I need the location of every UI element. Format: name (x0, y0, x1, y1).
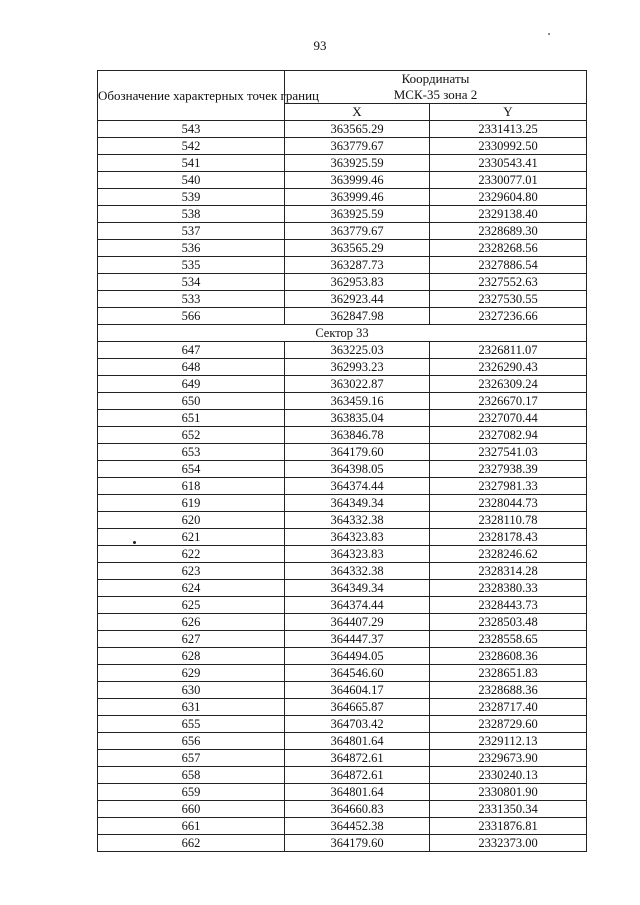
y-coordinate-cell: 2330240.13 (430, 767, 587, 784)
table-row (98, 512, 587, 529)
x-coordinate-cell: 363459.16 (285, 393, 430, 410)
y-coordinate-cell: 2326670.17 (430, 393, 587, 410)
y-coordinate-cell: 2328558.65 (430, 631, 587, 648)
x-coordinate-cell: 362993.23 (285, 359, 430, 376)
y-coordinate-cell: 2328178.43 (430, 529, 587, 546)
table-row (98, 376, 587, 393)
page-number: 93 (313, 38, 327, 53)
y-coordinate-cell: 2327082.94 (430, 427, 587, 444)
point-column-header: Обозначение характерных точек границ (98, 71, 285, 121)
point-cell: 619 (98, 495, 285, 512)
y-coordinate-cell: 2328044.73 (430, 495, 587, 512)
y-coordinate-cell: 2327530.55 (430, 291, 587, 308)
table-row (98, 716, 587, 733)
x-coordinate-cell: 364872.61 (285, 767, 430, 784)
table-row (98, 257, 587, 274)
point-cell: 654 (98, 461, 285, 478)
point-cell: 655 (98, 716, 285, 733)
table-row (98, 495, 587, 512)
table-row (98, 563, 587, 580)
y-coordinate-cell: 2330543.41 (430, 155, 587, 172)
y-coordinate-cell: 2328651.83 (430, 665, 587, 682)
table-row (98, 121, 587, 138)
x-coordinate-cell: 364374.44 (285, 478, 430, 495)
point-cell: 626 (98, 614, 285, 631)
x-coordinate-cell: 364323.83 (285, 529, 430, 546)
table-row (98, 342, 587, 359)
table-row (98, 274, 587, 291)
table-row (98, 597, 587, 614)
point-cell: 631 (98, 699, 285, 716)
y-coordinate-cell: 2326811.07 (430, 342, 587, 359)
x-column-header: X (285, 104, 430, 121)
y-coordinate-cell: 2331876.81 (430, 818, 587, 835)
x-coordinate-cell: 363925.59 (285, 206, 430, 223)
x-coordinate-cell: 363565.29 (285, 121, 430, 138)
y-coordinate-cell: 2328689.30 (430, 223, 587, 240)
table-row (98, 223, 587, 240)
x-coordinate-cell: 364179.60 (285, 444, 430, 461)
y-coordinate-cell: 2328717.40 (430, 699, 587, 716)
y-coordinate-cell: 2329604.80 (430, 189, 587, 206)
table-row (98, 682, 587, 699)
point-cell: 533 (98, 291, 285, 308)
table-row (98, 427, 587, 444)
x-coordinate-cell: 363779.67 (285, 138, 430, 155)
point-cell: 651 (98, 410, 285, 427)
x-coordinate-cell: 363835.04 (285, 410, 430, 427)
point-cell: 652 (98, 427, 285, 444)
x-coordinate-cell: 364665.87 (285, 699, 430, 716)
x-coordinate-cell: 364801.64 (285, 784, 430, 801)
point-cell: 624 (98, 580, 285, 597)
coordinate-system-label: МСК-35 зона 2 (393, 87, 478, 102)
x-coordinate-cell: 363287.73 (285, 257, 430, 274)
table-row (98, 444, 587, 461)
y-coordinate-cell: 2329112.13 (430, 733, 587, 750)
point-cell: 618 (98, 478, 285, 495)
x-coordinate-cell: 363565.29 (285, 240, 430, 257)
y-coordinate-cell: 2328443.73 (430, 597, 587, 614)
header-row-top (98, 71, 587, 104)
point-cell: 542 (98, 138, 285, 155)
y-coordinate-cell: 2328246.62 (430, 546, 587, 563)
y-coordinate-cell: 2327981.33 (430, 478, 587, 495)
point-cell: 620 (98, 512, 285, 529)
table-row (98, 410, 587, 427)
point-cell: 628 (98, 648, 285, 665)
x-coordinate-cell: 364494.05 (285, 648, 430, 665)
table-row (98, 189, 587, 206)
point-cell: 647 (98, 342, 285, 359)
y-column-header: Y (430, 104, 587, 121)
table-row (98, 699, 587, 716)
point-cell: 653 (98, 444, 285, 461)
point-cell: 659 (98, 784, 285, 801)
y-coordinate-cell: 2328503.48 (430, 614, 587, 631)
table-row (98, 631, 587, 648)
y-coordinate-cell: 2329673.90 (430, 750, 587, 767)
table-row (98, 172, 587, 189)
point-cell: 540 (98, 172, 285, 189)
table-row (98, 308, 587, 325)
point-cell: 648 (98, 359, 285, 376)
table-row (98, 291, 587, 308)
point-cell: 536 (98, 240, 285, 257)
x-coordinate-cell: 363999.46 (285, 189, 430, 206)
y-coordinate-cell: 2331350.34 (430, 801, 587, 818)
sector-label: Сектор 33 (98, 325, 587, 342)
table-row (98, 461, 587, 478)
y-coordinate-cell: 2326290.43 (430, 359, 587, 376)
point-cell: 625 (98, 597, 285, 614)
x-coordinate-cell: 364349.34 (285, 580, 430, 597)
y-coordinate-cell: 2328268.56 (430, 240, 587, 257)
point-cell: 534 (98, 274, 285, 291)
y-coordinate-cell: 2327552.63 (430, 274, 587, 291)
point-cell: 535 (98, 257, 285, 274)
point-cell: 543 (98, 121, 285, 138)
y-coordinate-cell: 2330992.50 (430, 138, 587, 155)
point-cell: 662 (98, 835, 285, 852)
y-coordinate-cell: 2328380.33 (430, 580, 587, 597)
x-coordinate-cell: 363779.67 (285, 223, 430, 240)
x-coordinate-cell: 363846.78 (285, 427, 430, 444)
y-coordinate-cell: 2330801.90 (430, 784, 587, 801)
table-row (98, 240, 587, 257)
x-coordinate-cell: 364447.37 (285, 631, 430, 648)
x-coordinate-cell: 364604.17 (285, 682, 430, 699)
x-coordinate-cell: 363022.87 (285, 376, 430, 393)
x-coordinate-cell: 362847.98 (285, 308, 430, 325)
scan-speck (548, 33, 550, 35)
x-coordinate-cell: 363225.03 (285, 342, 430, 359)
x-coordinate-cell: 363925.59 (285, 155, 430, 172)
point-cell: 658 (98, 767, 285, 784)
table-row (98, 546, 587, 563)
table-row (98, 733, 587, 750)
point-cell: 656 (98, 733, 285, 750)
table-row (98, 818, 587, 835)
scan-speck (133, 541, 136, 544)
point-cell: 650 (98, 393, 285, 410)
y-coordinate-cell: 2327886.54 (430, 257, 587, 274)
x-coordinate-cell: 364546.60 (285, 665, 430, 682)
y-coordinate-cell: 2329138.40 (430, 206, 587, 223)
x-coordinate-cell: 362923.44 (285, 291, 430, 308)
point-cell: 657 (98, 750, 285, 767)
point-cell: 630 (98, 682, 285, 699)
table-row (98, 767, 587, 784)
point-cell: 622 (98, 546, 285, 563)
table-row (98, 665, 587, 682)
coordinates-column-header (285, 71, 587, 104)
point-cell: 627 (98, 631, 285, 648)
x-coordinate-cell: 363999.46 (285, 172, 430, 189)
x-coordinate-cell: 364452.38 (285, 818, 430, 835)
point-cell: 660 (98, 801, 285, 818)
y-coordinate-cell: 2328688.36 (430, 682, 587, 699)
table-row (98, 801, 587, 818)
x-coordinate-cell: 362953.83 (285, 274, 430, 291)
point-cell: 537 (98, 223, 285, 240)
point-cell: 541 (98, 155, 285, 172)
y-coordinate-cell: 2327541.03 (430, 444, 587, 461)
y-coordinate-cell: 2326309.24 (430, 376, 587, 393)
table-row (98, 835, 587, 852)
point-cell: 539 (98, 189, 285, 206)
table-header (98, 71, 587, 121)
point-cell: 621 (98, 529, 285, 546)
y-coordinate-cell: 2327070.44 (430, 410, 587, 427)
table-row (98, 750, 587, 767)
x-coordinate-cell: 364332.38 (285, 563, 430, 580)
y-coordinate-cell: 2327938.39 (430, 461, 587, 478)
y-coordinate-cell: 2328729.60 (430, 716, 587, 733)
x-coordinate-cell: 364374.44 (285, 597, 430, 614)
x-coordinate-cell: 364398.05 (285, 461, 430, 478)
y-coordinate-cell: 2330077.01 (430, 172, 587, 189)
table-row (98, 580, 587, 597)
table-row (98, 614, 587, 631)
table-row (98, 478, 587, 495)
x-coordinate-cell: 364872.61 (285, 750, 430, 767)
point-cell: 649 (98, 376, 285, 393)
x-coordinate-cell: 364407.29 (285, 614, 430, 631)
x-coordinate-cell: 364179.60 (285, 835, 430, 852)
coordinates-table (97, 70, 587, 852)
x-coordinate-cell: 364332.38 (285, 512, 430, 529)
x-coordinate-cell: 364660.83 (285, 801, 430, 818)
x-coordinate-cell: 364703.42 (285, 716, 430, 733)
table-body-part-2 (98, 342, 587, 852)
table-body-part-1 (98, 121, 587, 325)
point-cell: 629 (98, 665, 285, 682)
y-coordinate-cell: 2328608.36 (430, 648, 587, 665)
y-coordinate-cell: 2327236.66 (430, 308, 587, 325)
table-row (98, 359, 587, 376)
x-coordinate-cell: 364349.34 (285, 495, 430, 512)
point-cell: 566 (98, 308, 285, 325)
y-coordinate-cell: 2331413.25 (430, 121, 587, 138)
y-coordinate-cell: 2328314.28 (430, 563, 587, 580)
point-cell: 538 (98, 206, 285, 223)
y-coordinate-cell: 2328110.78 (430, 512, 587, 529)
table-row (98, 529, 587, 546)
x-coordinate-cell: 364323.83 (285, 546, 430, 563)
table-row (98, 784, 587, 801)
table-row (98, 206, 587, 223)
table-row (98, 393, 587, 410)
y-coordinate-cell: 2332373.00 (430, 835, 587, 852)
coordinates-title: Координаты (401, 71, 470, 86)
point-cell: 623 (98, 563, 285, 580)
sector-divider (98, 325, 587, 342)
sector-row (98, 325, 587, 342)
table-row (98, 648, 587, 665)
table-row (98, 155, 587, 172)
point-cell: 661 (98, 818, 285, 835)
table-row (98, 138, 587, 155)
x-coordinate-cell: 364801.64 (285, 733, 430, 750)
